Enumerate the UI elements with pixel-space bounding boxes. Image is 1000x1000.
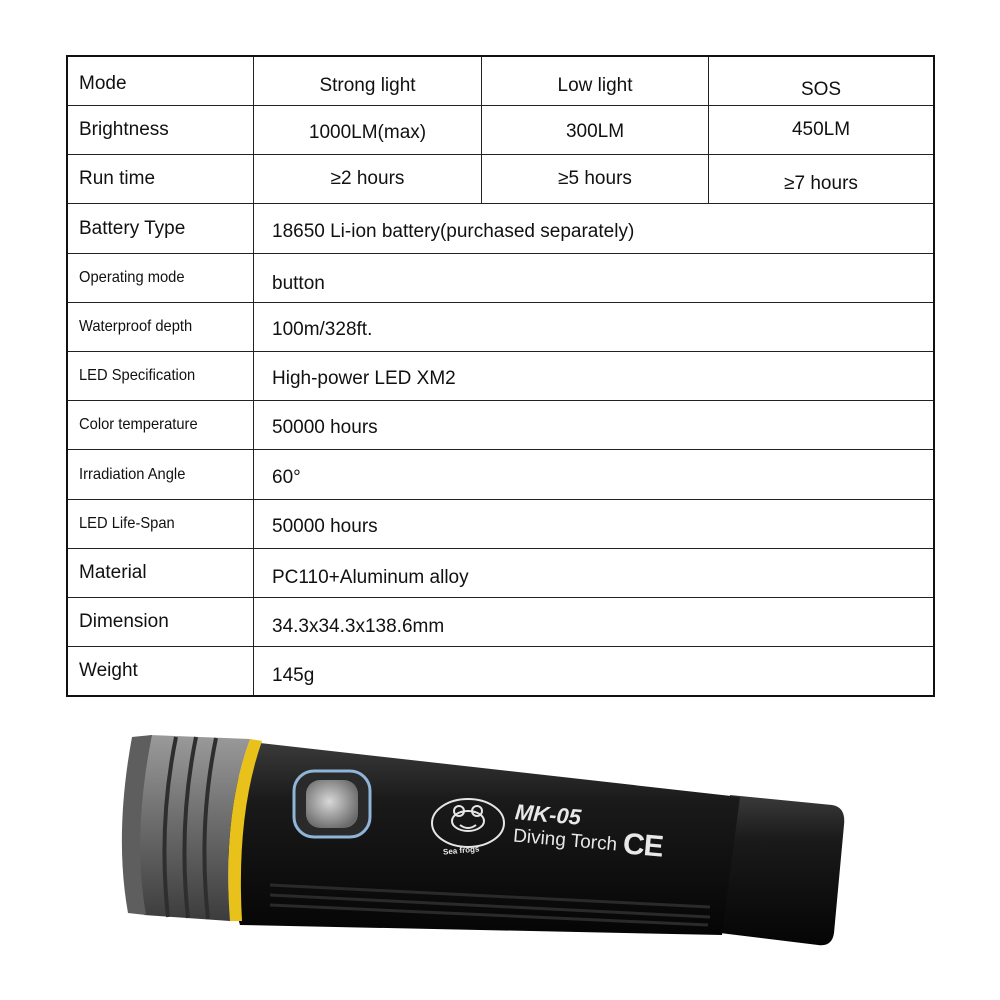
row-value-led-specification: High-power LED XM2 xyxy=(272,368,456,389)
row-label-battery-type: Battery Type xyxy=(68,204,254,253)
mode-strong-light: Strong light xyxy=(254,57,482,105)
row-label-irradiation-angle xyxy=(68,450,254,499)
row-label-led-specification-text: LED Specification xyxy=(79,367,196,384)
table-row-color-temperature xyxy=(68,401,933,450)
row-label-irradiation-angle-text: Irradiation Angle xyxy=(79,465,186,483)
runtime-sos: ≥7 hours xyxy=(784,173,858,194)
runtime-strong: ≥2 hours xyxy=(254,155,482,203)
row-label-color-temperature-text: Color temperature xyxy=(79,416,198,433)
row-label-dimension: Dimension xyxy=(68,598,254,646)
table-row-irradiation-angle xyxy=(68,450,933,500)
row-value-operating-mode: button xyxy=(272,273,325,294)
tail-cap xyxy=(720,795,844,945)
row-label-led-specification xyxy=(68,352,254,400)
row-value-waterproof-depth: 100m/328ft. xyxy=(272,319,373,340)
row-value-irradiation-angle: 60° xyxy=(272,466,301,488)
brightness-sos: 450LM xyxy=(791,119,851,140)
row-value-battery-type: 18650 Li-ion battery(purchased separately) xyxy=(272,220,635,242)
row-label-runtime: Run time xyxy=(68,155,254,203)
table-row-battery-type xyxy=(68,204,933,254)
runtime-low: ≥5 hours xyxy=(482,155,709,203)
mode-low-light: Low light xyxy=(482,57,709,105)
table-row-waterproof-depth xyxy=(68,303,933,352)
row-value-weight: 145g xyxy=(272,665,315,686)
table-row-dimension xyxy=(68,598,933,647)
brand-label: Sea frogs xyxy=(442,844,480,857)
spec-table xyxy=(66,55,935,697)
ce-mark: CE xyxy=(621,827,665,864)
row-label-led-life-span-text: LED Life-Span xyxy=(79,515,175,532)
row-label-color-temperature xyxy=(68,401,254,449)
row-label-mode: Mode xyxy=(68,57,254,105)
row-value-material: PC110+Aluminum alloy xyxy=(272,567,469,588)
mode-sos: SOS xyxy=(800,79,842,100)
row-value-dimension: 34.3x34.3x138.6mm xyxy=(272,616,445,637)
torch-illustration xyxy=(110,725,870,970)
diving-torch-image xyxy=(110,725,870,970)
table-row-material xyxy=(68,549,933,598)
row-label-waterproof-depth-text: Waterproof depth xyxy=(79,318,193,335)
table-row-operating-mode xyxy=(68,254,933,303)
table-row-runtime xyxy=(68,155,933,204)
row-value-led-life-span: 50000 hours xyxy=(272,516,378,537)
table-row-brightness xyxy=(68,106,933,155)
row-label-led-life-span xyxy=(68,500,254,548)
row-value-color-temperature: 50000 hours xyxy=(272,417,378,438)
table-row-mode xyxy=(68,57,933,106)
row-label-operating-mode-text: Operating mode xyxy=(79,269,185,286)
row-label-operating-mode xyxy=(68,254,254,302)
table-row-led-specification xyxy=(68,352,933,401)
model-label: MK-05 xyxy=(514,799,583,830)
product-name-label: Diving Torch xyxy=(512,825,618,856)
table-row-led-life-span xyxy=(68,500,933,549)
brightness-strong: 1000LM(max) xyxy=(254,106,482,154)
row-label-material: Material xyxy=(68,549,254,597)
row-label-brightness: Brightness xyxy=(68,106,254,154)
table-row-weight xyxy=(68,647,933,695)
brightness-low: 300LM xyxy=(482,106,709,154)
row-label-weight: Weight xyxy=(68,647,254,695)
row-label-waterproof-depth xyxy=(68,303,254,351)
